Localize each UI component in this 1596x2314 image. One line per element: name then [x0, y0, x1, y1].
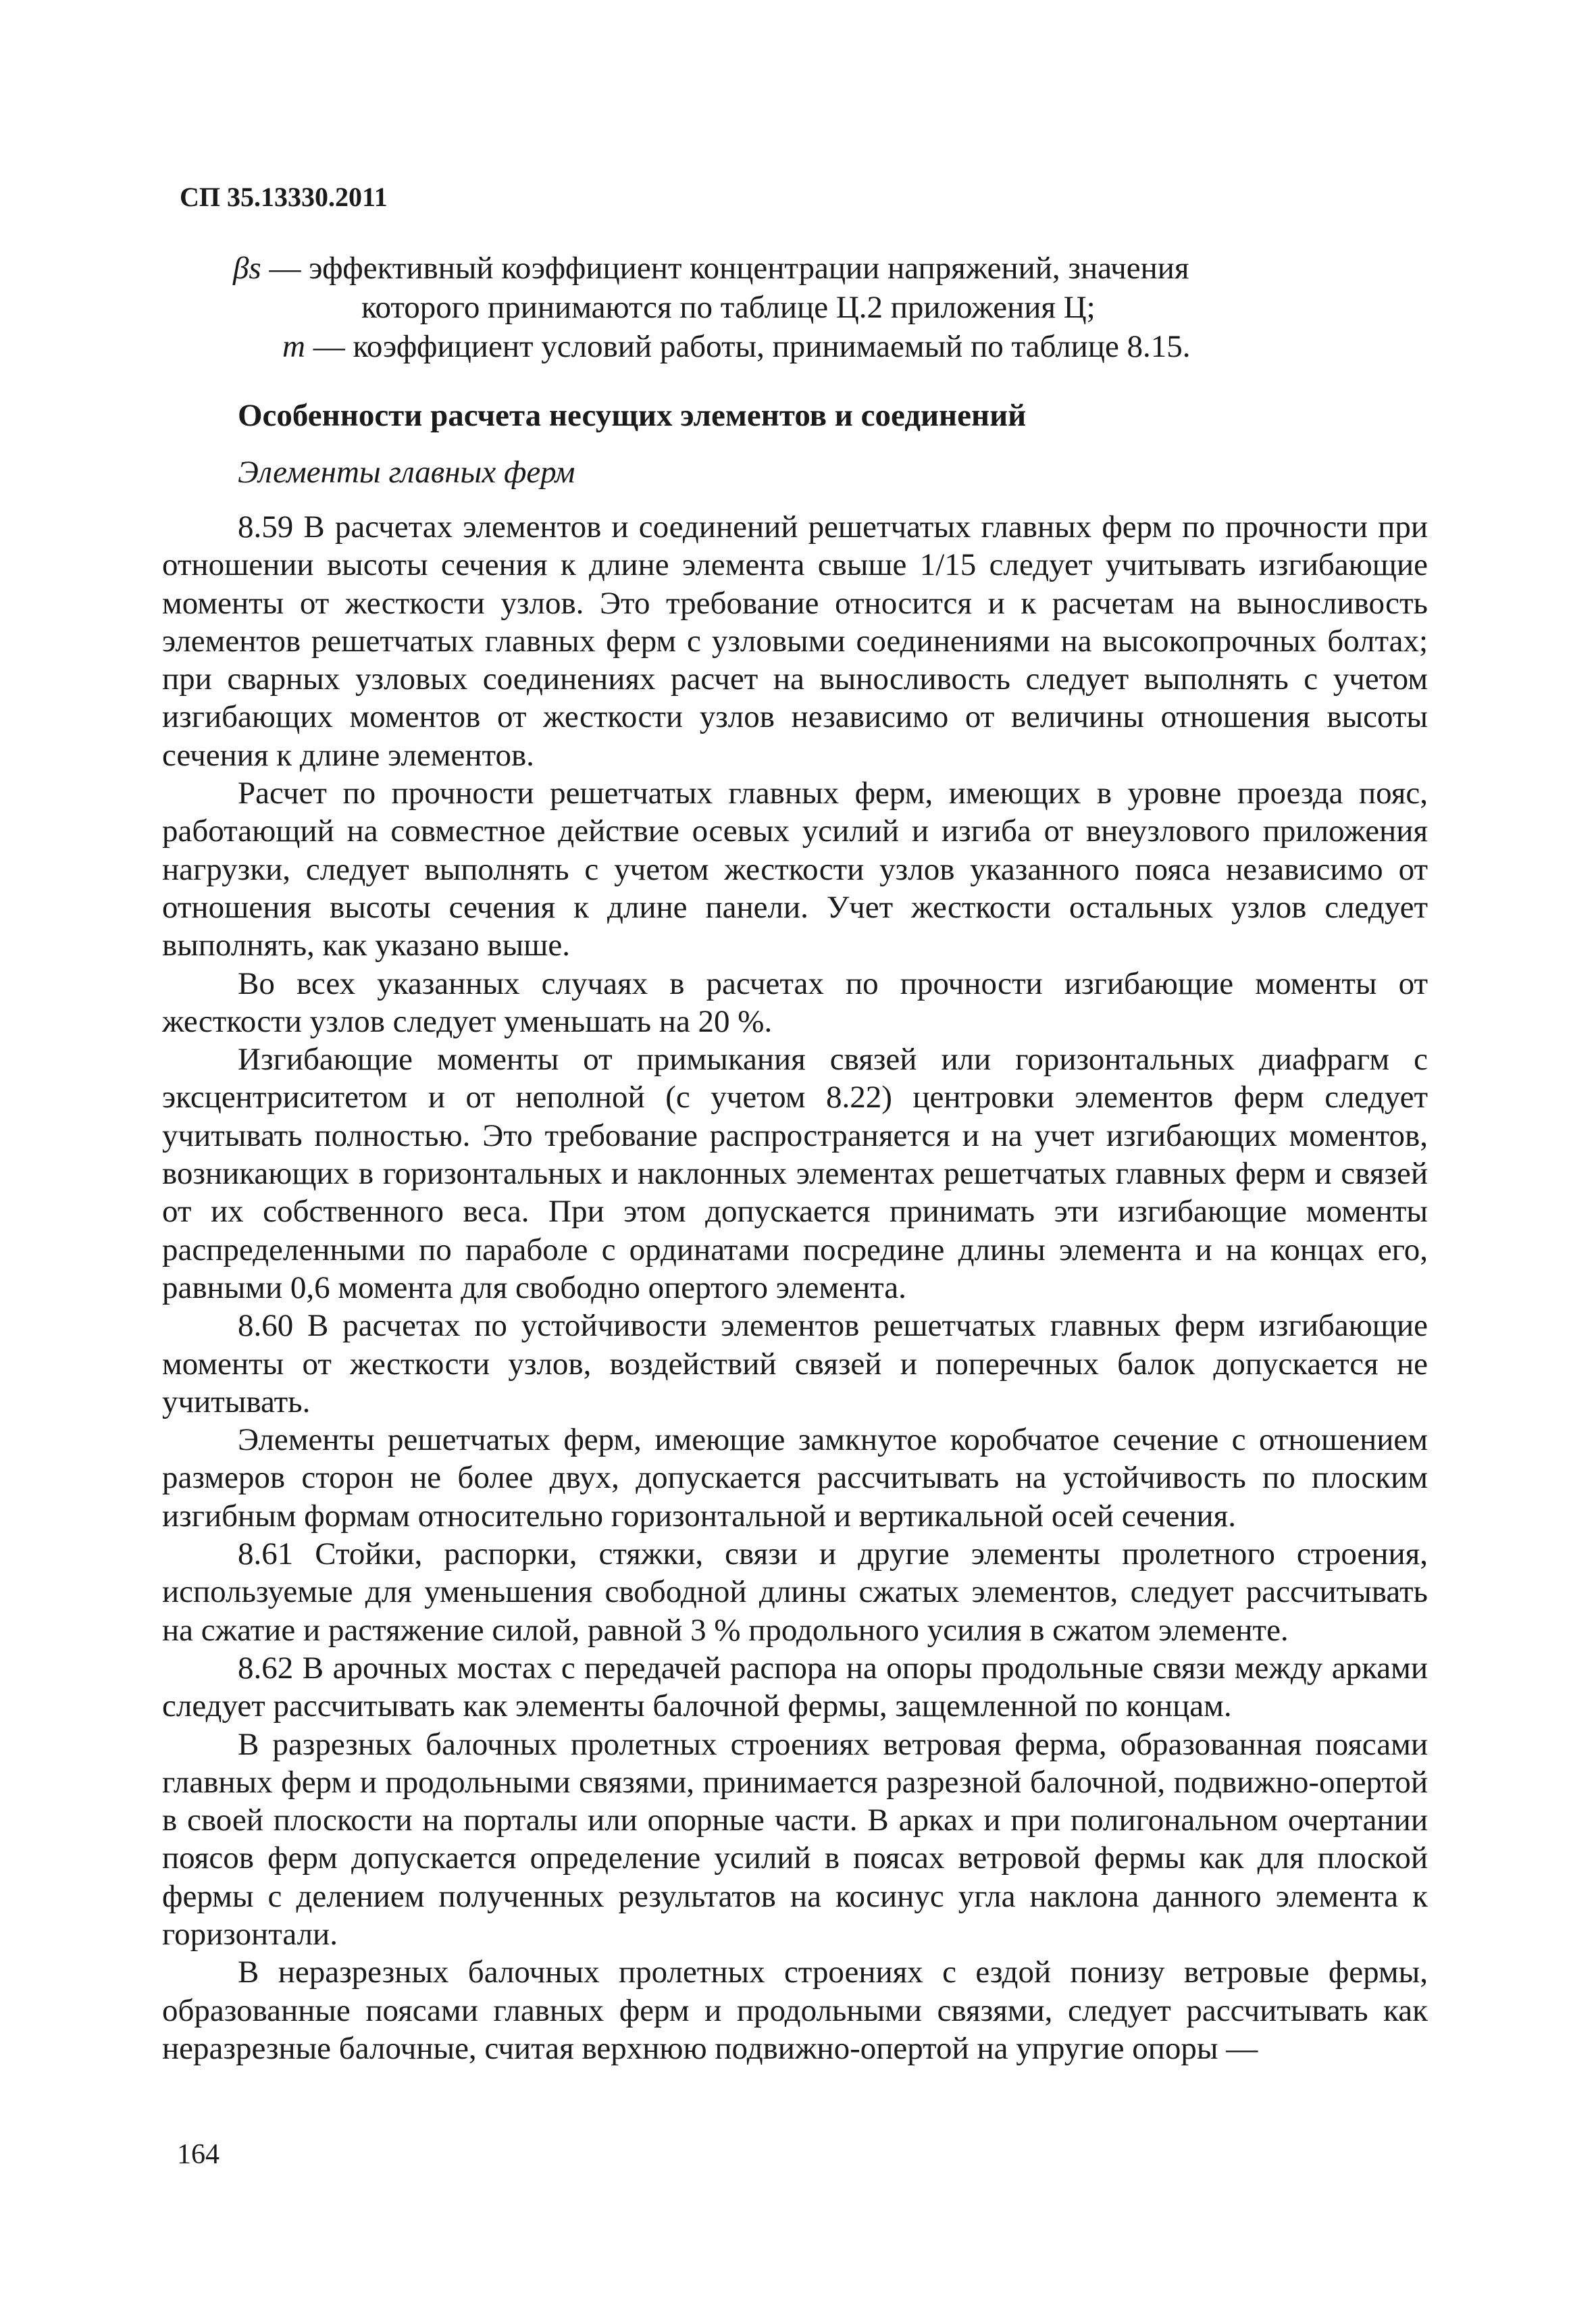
definitions-list: [162, 249, 1428, 366]
definition-m: [162, 327, 1428, 366]
paragraph: В неразрезных балочных пролетных строениях с ездой понизу ветровые фермы, образованные поясами главных ферм и продольными связями, следует рассчитывать как неразрезные балочные, считая верхнюю подвижно-опертой на упругие опоры —: [162, 1955, 1428, 2066]
paragraph: Во всех указанных случаях в расчетах по прочности изгибающие моменты от жесткости узлов следует уменьшать на 20 %.: [162, 965, 1428, 1039]
paragraph: 8.60 В расчетах по устойчивости элементов решетчатых главных ферм изгибающие моменты от жесткости узлов, воздействий связей и поперечных балок допускается не учитывать.: [162, 1308, 1428, 1419]
definition-symbol: βs: [233, 251, 261, 286]
page-number: 164: [177, 2139, 220, 2170]
section-subheading: Элементы главных ферм: [238, 455, 575, 490]
paragraph: В разрезных балочных пролетных строениях ветровая ферма, образованная поясами главных ферм и продольными связями, принимается разрезной балочной, подвижно-опертой в своей плоскости на порталы или опорные части. В арках и при полигональном очертании поясов ферм допускается определение усилий в поясах ветровой фермы как для плоской фермы с делением полученных результатов на косинус угла наклона данного элемента к горизонтали.: [162, 1726, 1428, 1952]
body-text: [162, 508, 1428, 2067]
section-heading: Особенности расчета несущих элементов и соединений: [238, 398, 1027, 433]
paragraph: Элементы решетчатых ферм, имеющие замкнутое коробчатое сечение с отношением размеров сторон не более двух, допускается рассчитывать на устойчивость по плоским изгибным формам относительно горизонтальной и вертикальной осей сечения.: [162, 1422, 1428, 1534]
document-code: СП 35.13330.2011: [180, 182, 388, 212]
paragraph: 8.59 В расчетах элементов и соединений решетчатых главных ферм по прочности при отношении высоты сечения к длине элемента свыше 1/15 следует учитывать изгибающие моменты от жесткости узлов. Это требование относится и к расчетам на выносливость элементов решетчатых главных ферм с узловыми соединениями на высокопрочных болтах; при сварных узловых соединениях расчет на выносливость следует выполнять с учетом изгибающих моментов от жесткости узлов независимо от величины отношения высоты сечения к длине элементов.: [162, 509, 1428, 773]
paragraph: 8.61 Стойки, распорки, стяжки, связи и другие элементы пролетного строения, используемые для уменьшения свободной длины сжатых элементов, следует рассчитывать на сжатие и растяжение силой, равной 3 % продольного усилия в сжатом элементе.: [162, 1536, 1428, 1648]
definition-text: — коэффициент условий работы, принимаемый по таблице 8.15.: [313, 329, 1191, 364]
definition-text: — эффективный коэффициент концентрации напряжений, значения: [269, 251, 1189, 286]
definition-beta: [162, 249, 1428, 288]
paragraph: Расчет по прочности решетчатых главных ферм, имеющих в уровне проезда пояс, работающий на совместное действие осевых усилий и изгиба от внеузлового приложения нагрузки, следует выполнять с учетом жесткости узлов указанного пояса независимо от отношения высоты сечения к длине панели. Учет жесткости остальных узлов следует выполнять, как указано выше.: [162, 776, 1428, 963]
paragraph: Изгибающие моменты от примыкания связей или горизонтальных диафрагм с эксцентриситетом и от неполной (с учетом 8.22) центровки элементов ферм следует учитывать полностью. Это требование распространяется и на учет изгибающих моментов, возникающих в горизонтальных и наклонных элементах решетчатых главных ферм и связей от их собственного веса. При этом допускается принимать эти изгибающие моменты распределенными по параболе с ординатами посредине длины элемента и на концах его, равными 0,6 момента для свободно опертого элемента.: [162, 1042, 1428, 1305]
paragraph: 8.62 В арочных мостах с передачей распора на опоры продольные связи между арками следует рассчитывать как элементы балочной фермы, защемленной по концам.: [162, 1650, 1428, 1724]
definition-symbol: m: [282, 329, 305, 364]
definition-beta-continuation: которого принимаются по таблице Ц.2 приложения Ц;: [361, 290, 1096, 325]
